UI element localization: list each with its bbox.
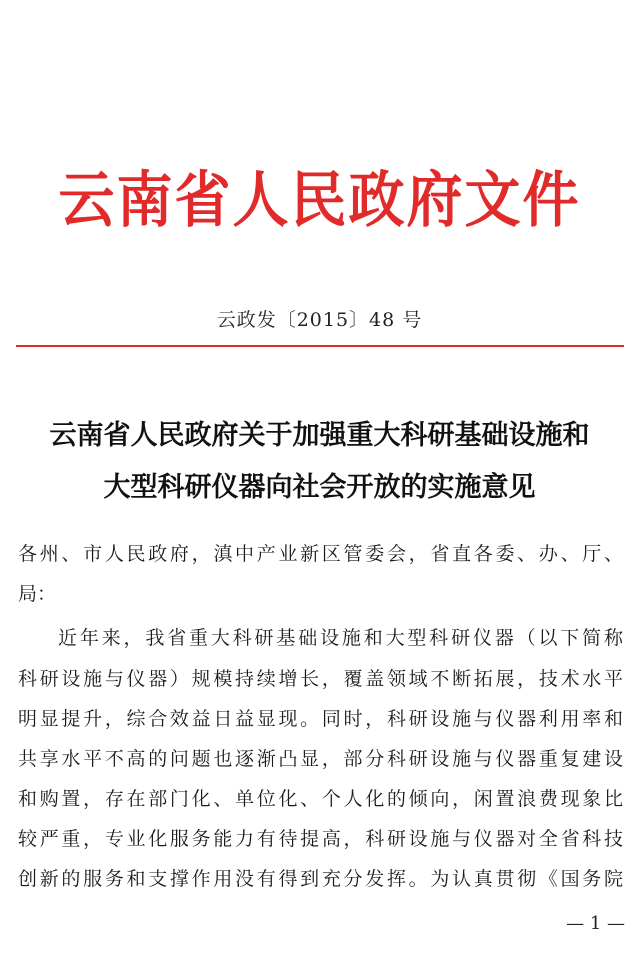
page-number: — 1 — xyxy=(566,913,625,934)
document-number: 云政发〔2015〕48 号 xyxy=(216,309,423,331)
document-title-line-1: 云南省人民政府关于加强重大科研基础设施和 xyxy=(49,420,590,451)
masthead-title: 云南省人民政府文件 xyxy=(58,164,581,236)
paragraph-line: 较严重，专业化服务能力有待提高，科研设施与仪器对全省科技 xyxy=(18,828,623,850)
paragraph-line: 明显提升，综合效益日益显现。同时，科研设施与仪器利用率和 xyxy=(18,708,623,730)
paragraph-line: 创新的服务和支撑作用没有得到充分发挥。为认真贯彻《国务院 xyxy=(18,868,623,890)
paragraph-line: 和购置，存在部门化、单位化、个人化的倾向，闲置浪费现象比 xyxy=(18,788,623,810)
document-title-line-2: 大型科研仪器向社会开放的实施意见 xyxy=(103,472,536,503)
paragraph-line: 共享水平不高的问题也逐渐凸显，部分科研设施与仪器重复建设 xyxy=(18,748,623,770)
paragraph-line: 科研设施与仪器）规模持续增长，覆盖领域不断拓展，技术水平 xyxy=(18,668,623,690)
addressee-line-2: 局： xyxy=(18,583,57,605)
red-divider-line xyxy=(16,345,624,347)
addressee-line-1: 各州、市人民政府，滇中产业新区管委会，省直各委、办、厅、 xyxy=(18,543,623,565)
paragraph-line: 近年来，我省重大科研基础设施和大型科研仪器（以下简称 xyxy=(58,627,623,649)
